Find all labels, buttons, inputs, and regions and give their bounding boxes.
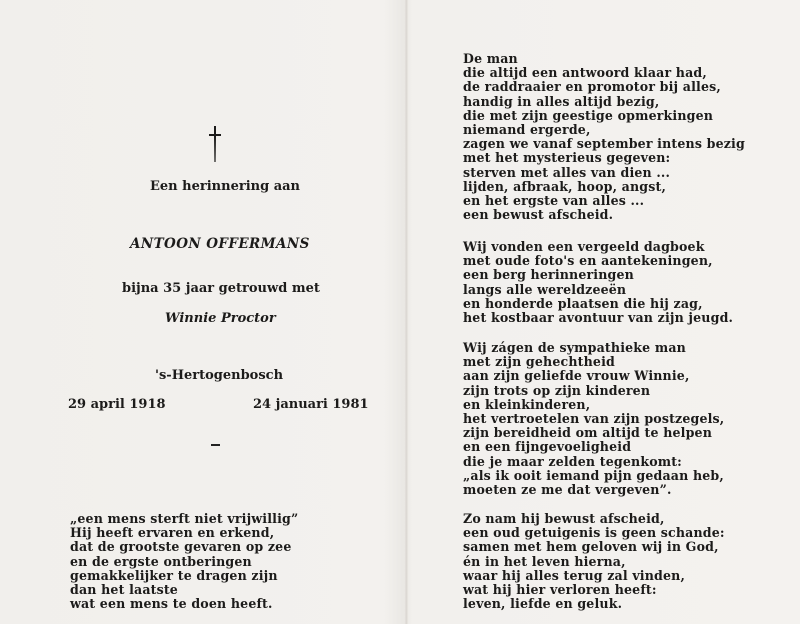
poem-line: wat een mens te doen heeft. — [70, 596, 273, 612]
deceased-name: ANTOON OFFERMANS — [130, 236, 310, 252]
birth-date: 29 april 1918 — [68, 397, 166, 412]
poem-line: moeten ze me dat vergeven”. — [463, 482, 672, 498]
death-date: 24 januari 1981 — [253, 397, 369, 412]
poem-line: Zo nam hij bewust afscheid, — [463, 511, 665, 526]
poem-line: Wij zágen de sympathieke man — [463, 340, 686, 355]
separator-dash — [211, 444, 220, 446]
poem-line: die met zijn geestige opmerkingen — [463, 107, 714, 123]
poem-line: die altijd een antwoord klaar had, — [463, 65, 707, 81]
poem-stanza-3 — [463, 341, 724, 497]
poem-line: dan het laatste — [70, 582, 178, 598]
poem-line: met het mysterieus gegeven: — [463, 150, 671, 166]
poem-line: leven, liefde en geluk. — [463, 596, 623, 612]
spouse-name: Winnie Proctor — [165, 311, 276, 326]
poem-line: en een fijngevoeligheid — [463, 439, 632, 455]
poem-stanza-1 — [463, 52, 745, 222]
poem-line: „een mens sterft niet vrijwillig” — [70, 511, 299, 526]
poem-line: een berg herinneringen — [463, 267, 634, 283]
poem-line: en de ergste ontberingen — [70, 553, 252, 569]
poem-line: aan zijn geliefde vrouw Winnie, — [463, 368, 690, 384]
poem-line: De man — [463, 51, 518, 66]
place-name: 's-Hertogenbosch — [155, 368, 284, 383]
poem-line: het kostbaar avontuur van zijn jeugd. — [463, 310, 734, 326]
poem-line: met oude foto's en aantekeningen, — [463, 253, 713, 269]
poem-line: die je maar zelden tegenkomt: — [463, 453, 682, 469]
poem-line: het vertroetelen van zijn postzegels, — [463, 411, 725, 427]
poem-stanza-2 — [463, 240, 733, 325]
poem-line: „als ik ooit iemand pijn gedaan heb, — [463, 467, 724, 483]
poem-line: waar hij alles terug zal vinden, — [463, 567, 685, 583]
poem-line: de raddraaier en promotor bij alles, — [463, 79, 721, 95]
poem-line: Wij vonden een vergeeld dagboek — [463, 239, 705, 254]
poem-line: met zijn gehechtheid — [463, 354, 615, 370]
poem-line: samen met hem geloven wij in God, — [463, 539, 719, 555]
poem-line: en honderde plaatsen die hij zag, — [463, 295, 703, 311]
cross-icon — [208, 126, 222, 162]
poem-line: én in het leven hierna, — [463, 553, 626, 569]
poem-line: sterven met alles van dien ... — [463, 164, 670, 180]
intro-text: Een herinnering aan — [150, 179, 300, 194]
poem-line: wat hij hier verloren heeft: — [463, 582, 657, 598]
poem-line: langs alle wereldzeeën — [463, 281, 627, 297]
poem-line: lijden, afbraak, hoop, angst, — [463, 178, 666, 194]
poem-line: Hij heeft ervaren en erkend, — [70, 525, 275, 541]
poem-line: zijn trots op zijn kinderen — [463, 382, 651, 398]
married-line: bijna 35 jaar getrouwd met — [122, 281, 320, 296]
poem-line: niemand ergerde, — [463, 122, 591, 138]
poem-line: dat de grootste gevaren op zee — [70, 539, 292, 555]
poem-stanza-4 — [463, 512, 725, 611]
poem-line: zagen we vanaf september intens bezig — [463, 136, 745, 152]
poem-line: en kleinkinderen, — [463, 396, 591, 412]
poem-line: handig in alles altijd bezig, — [463, 93, 660, 109]
poem-line: en het ergste van alles ... — [463, 193, 645, 209]
quote-poem — [70, 512, 298, 611]
poem-line: een oud getuigenis is geen schande: — [463, 525, 725, 541]
poem-line: een bewust afscheid. — [463, 207, 614, 223]
poem-line: zijn bereidheid om altijd te helpen — [463, 425, 713, 441]
poem-line: gemakkelijker te dragen zijn — [70, 567, 278, 583]
